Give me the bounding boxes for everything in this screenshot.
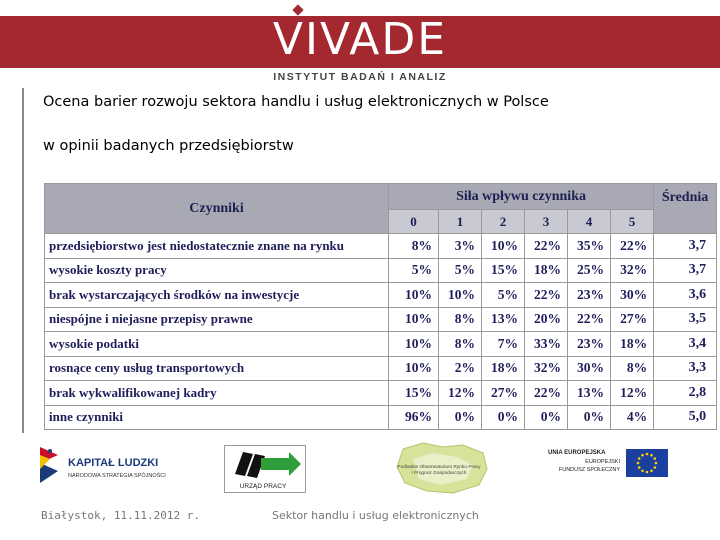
- left-accent-bar: [22, 88, 24, 433]
- row-value-cell: 8%: [439, 332, 482, 357]
- eu-flag-icon: [626, 449, 668, 477]
- row-value-cell: 8%: [389, 234, 439, 259]
- row-value-cell: 23%: [568, 332, 611, 357]
- urzad-pracy-label: URZĄD PRACY: [239, 483, 287, 490]
- row-value-cell: 7%: [482, 332, 525, 357]
- scale-header-cell: 3: [525, 210, 568, 234]
- table-row: [45, 405, 717, 430]
- eu-star-icon: [638, 466, 641, 469]
- row-value-cell: 10%: [482, 234, 525, 259]
- row-factor-label: niespójne i niejasne przepisy prawne: [45, 307, 389, 332]
- urzad-pracy-icon: [225, 446, 303, 480]
- row-value-cell: 5%: [439, 258, 482, 283]
- podlaskie-observatory-logo: [383, 439, 503, 499]
- row-value-cell: 27%: [482, 381, 525, 406]
- sponsor-logos: [0, 435, 720, 505]
- table-row: [45, 307, 717, 332]
- row-factor-label: inne czynniki: [45, 405, 389, 430]
- eu-star-icon: [655, 462, 658, 465]
- row-value-cell: 5%: [482, 283, 525, 308]
- row-mean-cell: 5,0: [654, 405, 717, 430]
- row-value-cell: 22%: [525, 234, 568, 259]
- row-value-cell: 10%: [389, 307, 439, 332]
- eu-text-1: UNIA EUROPEJSKA: [548, 450, 606, 456]
- table-row: [45, 356, 717, 381]
- slide-subtitle: w opinii badanych przedsiębiorstw: [43, 138, 294, 154]
- table-row: [45, 332, 717, 357]
- urzad-pracy-logo: [224, 445, 306, 493]
- scale-header-cell: 5: [611, 210, 654, 234]
- table-row: [45, 283, 717, 308]
- row-value-cell: 20%: [525, 307, 568, 332]
- barriers-table: [44, 183, 716, 432]
- row-factor-label: przedsiębiorstwo jest niedostatecznie znane na rynku: [45, 234, 389, 259]
- row-value-cell: 32%: [525, 356, 568, 381]
- row-value-cell: 22%: [568, 307, 611, 332]
- footer-date: Białystok, 11.11.2012 r.: [41, 509, 200, 522]
- kapital-ludzki-title: KAPITAŁ LUDZKI: [68, 457, 159, 469]
- row-value-cell: 25%: [568, 258, 611, 283]
- row-value-cell: 13%: [482, 307, 525, 332]
- podlaskie-label: Podlaskie Obserwatorium Rynku Pracy i Prognoz Gospodarczych: [397, 465, 481, 476]
- scale-header-cell: 0: [389, 210, 439, 234]
- row-value-cell: 2%: [439, 356, 482, 381]
- row-value-cell: 0%: [568, 405, 611, 430]
- row-value-cell: 3%: [439, 234, 482, 259]
- row-factor-label: wysokie podatki: [45, 332, 389, 357]
- header-mean: Średnia: [654, 184, 717, 234]
- row-value-cell: 12%: [439, 381, 482, 406]
- row-mean-cell: 3,5: [654, 307, 717, 332]
- eu-star-icon: [653, 466, 656, 469]
- eu-star-icon: [653, 457, 656, 460]
- row-value-cell: 18%: [611, 332, 654, 357]
- row-factor-label: brak wystarczających środków na inwestycje: [45, 283, 389, 308]
- row-value-cell: 96%: [389, 405, 439, 430]
- row-value-cell: 15%: [389, 381, 439, 406]
- row-value-cell: 22%: [611, 234, 654, 259]
- scale-header-cell: 1: [439, 210, 482, 234]
- row-mean-cell: 3,3: [654, 356, 717, 381]
- row-value-cell: 12%: [611, 381, 654, 406]
- row-value-cell: 10%: [389, 283, 439, 308]
- eu-text-2: EUROPEJSKI: [585, 459, 620, 465]
- row-mean-cell: 3,6: [654, 283, 717, 308]
- header-strength: Siła wpływu czynnika: [389, 184, 654, 210]
- eu-text-3: FUNDUSZ SPOŁECZNY: [558, 467, 620, 473]
- eu-logo: [542, 445, 677, 485]
- row-value-cell: 10%: [389, 356, 439, 381]
- row-value-cell: 10%: [439, 283, 482, 308]
- row-value-cell: 0%: [525, 405, 568, 430]
- row-value-cell: 15%: [482, 258, 525, 283]
- row-factor-label: wysokie koszty pracy: [45, 258, 389, 283]
- table-row: [45, 258, 717, 283]
- eu-star-icon: [637, 462, 640, 465]
- slide-title: Ocena barier rozwoju sektora handlu i usług elektronicznych w Polsce: [43, 94, 549, 110]
- row-value-cell: 22%: [525, 283, 568, 308]
- eu-star-icon: [650, 454, 653, 457]
- row-factor-label: rosnące ceny usług transportowych: [45, 356, 389, 381]
- eu-star-icon: [641, 469, 644, 472]
- header-factors: Czynniki: [45, 184, 389, 234]
- row-value-cell: 27%: [611, 307, 654, 332]
- row-value-cell: 22%: [525, 381, 568, 406]
- row-value-cell: 8%: [439, 307, 482, 332]
- row-factor-label: brak wykwalifikowanej kadry: [45, 381, 389, 406]
- row-value-cell: 30%: [568, 356, 611, 381]
- row-value-cell: 10%: [389, 332, 439, 357]
- row-value-cell: 30%: [611, 283, 654, 308]
- row-mean-cell: 3,4: [654, 332, 717, 357]
- eu-star-icon: [638, 457, 641, 460]
- kapital-ludzki-logo: [36, 443, 196, 495]
- scale-header-cell: 2: [482, 210, 525, 234]
- logo-wordmark: VIVADE: [272, 14, 448, 65]
- row-mean-cell: 3,7: [654, 234, 717, 259]
- table-row: [45, 234, 717, 259]
- row-mean-cell: 2,8: [654, 381, 717, 406]
- kapital-ludzki-subtitle: NARODOWA STRATEGIA SPÓJNOŚCI: [68, 473, 166, 479]
- row-mean-cell: 3,7: [654, 258, 717, 283]
- row-value-cell: 35%: [568, 234, 611, 259]
- scale-header-cell: 4: [568, 210, 611, 234]
- row-value-cell: 5%: [389, 258, 439, 283]
- eu-star-icon: [650, 469, 653, 472]
- kapital-ludzki-flag-icon: [36, 445, 62, 485]
- table-row: [45, 381, 717, 406]
- row-value-cell: 8%: [611, 356, 654, 381]
- eu-star-icon: [646, 453, 649, 456]
- eu-star-icon: [646, 471, 649, 474]
- logo-subtitle: INSTYTUT BADAŃ I ANALIZ: [273, 71, 447, 83]
- row-value-cell: 0%: [439, 405, 482, 430]
- row-value-cell: 32%: [611, 258, 654, 283]
- row-value-cell: 0%: [482, 405, 525, 430]
- eu-star-icon: [641, 454, 644, 457]
- footer-topic: Sektor handlu i usług elektronicznych: [272, 509, 479, 522]
- row-value-cell: 13%: [568, 381, 611, 406]
- row-value-cell: 18%: [482, 356, 525, 381]
- row-value-cell: 23%: [568, 283, 611, 308]
- row-value-cell: 4%: [611, 405, 654, 430]
- row-value-cell: 18%: [525, 258, 568, 283]
- row-value-cell: 33%: [525, 332, 568, 357]
